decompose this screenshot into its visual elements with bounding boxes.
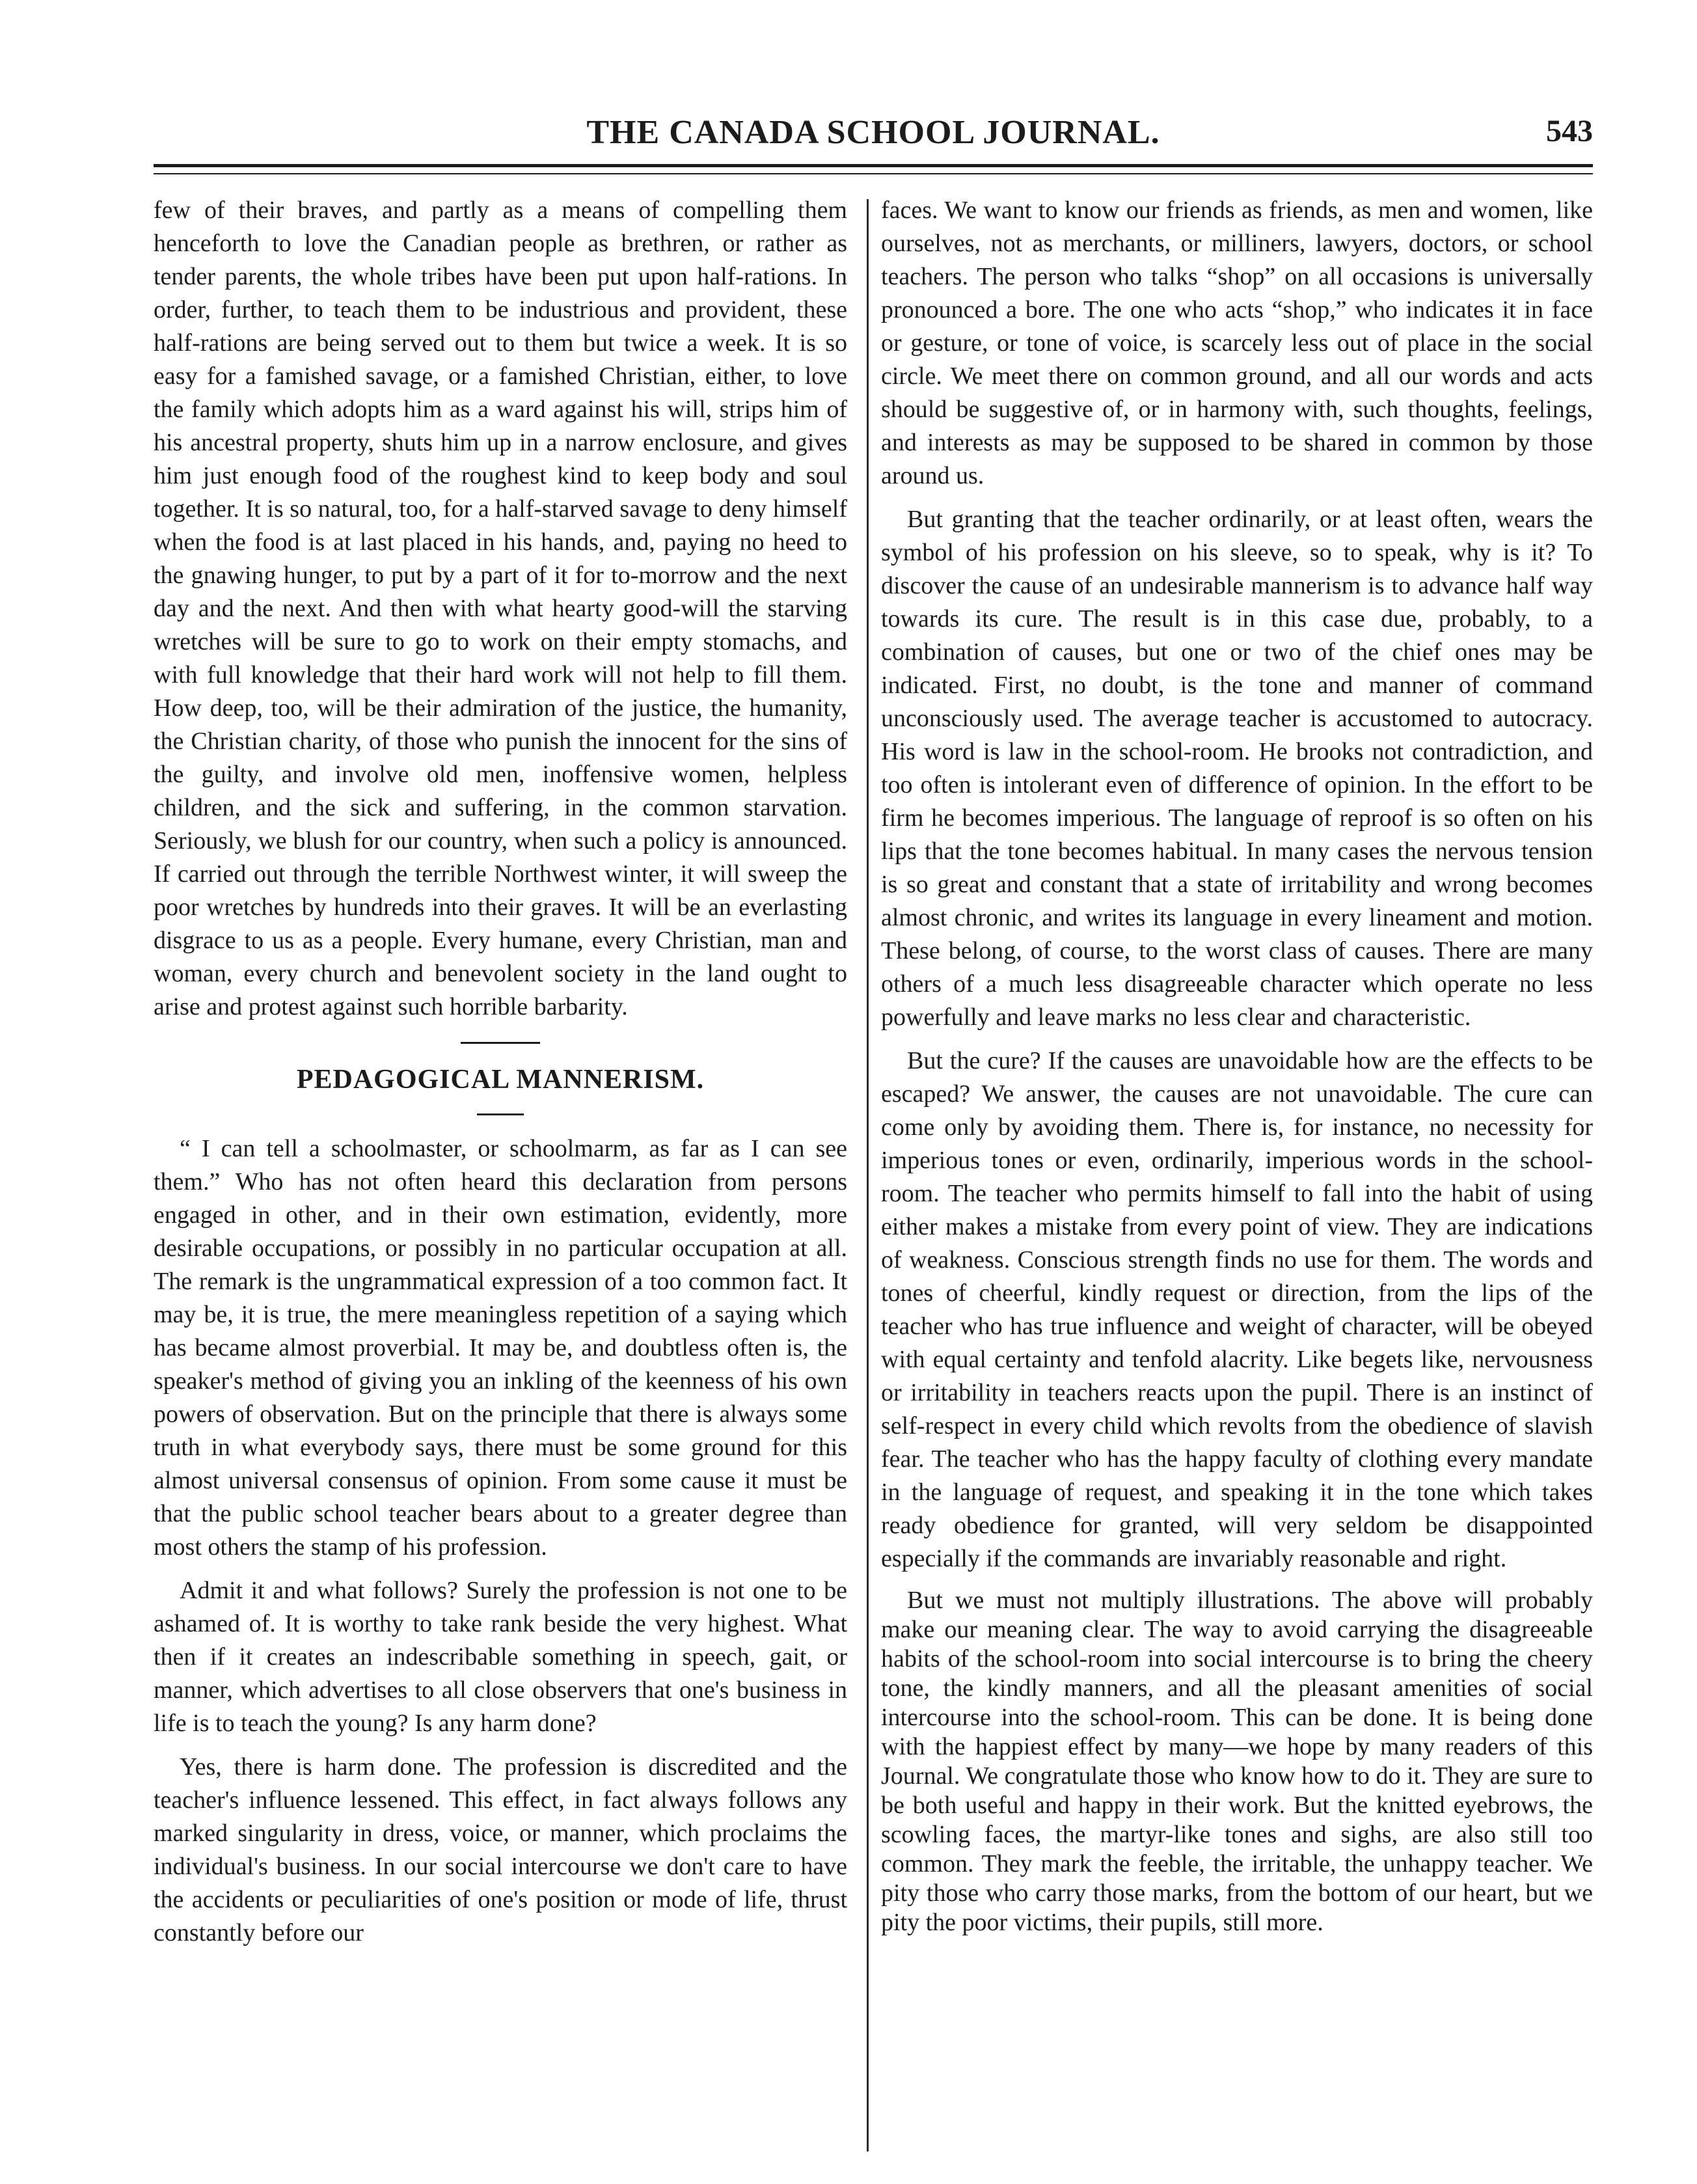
paragraph: faces. We want to know our friends as friends, as men and women, like ourselves, not as merchants, or milliners, lawyers, doctors, or school teachers. The person who talks “shop” on all occasions is universally pronounced a bore. The one who acts “shop,” who indicates it in face or gesture, or tone of voice, is scarcely less out of place in the social circle. We meet there on common ground, and all our words and acts should be suggestive of, or in harmony with, such thoughts, feelings, and interests as may be supposed to be shared in common by those around us.	[881, 197, 1593, 489]
paragraph: But we must not multiply illustrations. The above will probably make our meaning clear. The way to avoid carrying the disagreeable habits of the school-room into social intercourse is to bring the cheery tone, the kindly manners, and all the pleasant amenities of social intercourse into the school-room. This can be done. It is being done with the happiest effect by many—we hope by many readers of this Journal. We congratulate those who know how to do it. They are sure to be both useful and happy in their work. But the knitted eyebrows, the scowling faces, the martyr-like tones and sighs, are also still too common. They mark the feeble, the irritable, the unhappy teacher. We pity those who carry those marks, from the bottom of our heart, but we pity the poor victims, their pupils, still more.	[881, 1587, 1593, 1936]
section-rule	[477, 1113, 524, 1115]
paragraph: But the cure? If the causes are unavoidable how are the effects to be escaped? We answer, the causes are not unavoidable. The cure can come only by avoiding them. There is, for instance, no necessity for imperious tones or even, ordinarily, imperious words in the school-room. The teacher who permits himself to fall into the habit of using either makes a mistake from every point of view. They are indications of weakness. Conscious strength finds no use for them. The words and tones of cheerful, kindly request or direction, from the lips of the teacher who has true influence and weight of character, will be obeyed with equal certainty and tenfold alacrity. Like begets like, nervousness or irritability in teachers reacts upon the pupil. There is an instinct of self-respect in every child which revolts from the obedience of slavish fear. The teacher who has the happy faculty of clothing every mandate in the language of request, and speaking it in the tone which takes ready obedience for granted, will very seldom be disappointed especially if the commands are invariably reasonable and right.	[881, 1047, 1593, 1572]
paragraph: few of their braves, and partly as a means of compelling them henceforth to love the Canadian people as brethren, or rather as tender parents, the whole tribes have been put upon half-rations. In order, further, to teach them to be industrious and provident, these half-rations are being served out to them but twice a week. It is so easy for a famished savage, or a famished Christian, either, to love the family which adopts him as a ward against his will, strips him of his ancestral property, shuts him up in a narrow enclosure, and gives him just enough food of the roughest kind to keep body and soul together. It is so natural, too, for a half-starved savage to deny himself when the food is at last placed in his hands, and, paying no heed to the gnawing hunger, to put by a part of it for to-morrow and the next day and the next. And then with what hearty good-will the starving wretches will be sure to go to work on their empty stomachs, and with full knowledge that their hard work will not help to fill them. How deep, too, will be their admiration of the justice, the humanity, the Christian charity, of those who punish the innocent for the sins of the guilty, and involve old men, inoffensive women, helpless children, and the sick and suffering, in the common starvation. Seriously, we blush for our country, when such a policy is announced. If carried out through the terrible Northwest winter, it will sweep the poor wretches by hundreds into their graves. It will be an everlasting disgrace to us as a people. Every humane, every Christian, man and woman, every church and benevolent society in the land ought to arise and protest against such horrible barbarity.	[154, 197, 847, 1020]
header-rule-thick	[154, 164, 1593, 167]
paragraph: But granting that the teacher ordinarily, or at least often, wears the symbol of his profession on his sleeve, so to speak, why is it? To discover the cause of an undesirable mannerism is to advance half way towards its cure. The result is in this case due, probably, to a combination of causes, but one or two of the chief ones may be indicated. First, no doubt, is the tone and manner of command unconsciously used. The average teacher is accustomed to autocracy. His word is law in the school-room. He brooks not contradiction, and too often is intolerant even of difference of opinion. In the effort to be firm he becomes imperious. The language of reproof is so often on his lips that the tone becomes habitual. In many cases the nervous tension is so great and constant that a state of irritability and wrong becomes almost chronic, and writes its language in every lineament and motion. These belong, of course, to the worst class of causes. There are many others of a much less disagreeable character which operate no less powerfully and leave marks no less clear and characteristic.	[881, 506, 1593, 1031]
left-column	[154, 194, 847, 1960]
page-number: 543	[1546, 114, 1593, 148]
journal-title: THE CANADA SCHOOL JOURNAL.	[586, 114, 1160, 151]
paragraph: Yes, there is harm done. The profession is discredited and the teacher's influence lessened. This effect, in fact always follows any marked singularity in dress, voice, or manner, which proclaims the individual's business. In our social intercourse we don't care to have the accidents or peculiarities of one's position or mode of life, thrust constantly before our	[154, 1753, 847, 1946]
running-header	[154, 104, 1593, 163]
column-divider	[867, 199, 869, 2151]
section-rule	[461, 1042, 540, 1044]
section-heading: PEDAGOGICAL MANNERISM.	[296, 1065, 705, 1095]
paragraph: Admit it and what follows? Surely the profession is not one to be ashamed of. It is worthy to take rank beside the very highest. What then if it creates an indescribable something in speech, gait, or manner, which advertises to all close observers that one's business in life is to teach the young? Is any harm done?	[154, 1577, 847, 1737]
paragraph: “ I can tell a schoolmaster, or schoolmarm, as far as I can see them.” Who has not often heard this declaration from persons engaged in other, and in their own estimation, evidently, more desirable occupations, or possibly in no particular occupation at all. The remark is the ungrammatical expression of a too common fact. It may be, it is true, the mere meaningless repetition of a saying which has became almost proverbial. It may be, and doubtless often is, the speaker's method of giving you an inkling of the keenness of his own powers of observation. But on the principle that there is always some truth in what everybody says, there must be some ground for this almost universal consensus of opinion. From some cause it must be that the public school teacher bears about to a greater degree than most others the stamp of his profession.	[154, 1135, 847, 1561]
header-rule-thin	[154, 173, 1593, 174]
right-column	[881, 194, 1593, 1948]
